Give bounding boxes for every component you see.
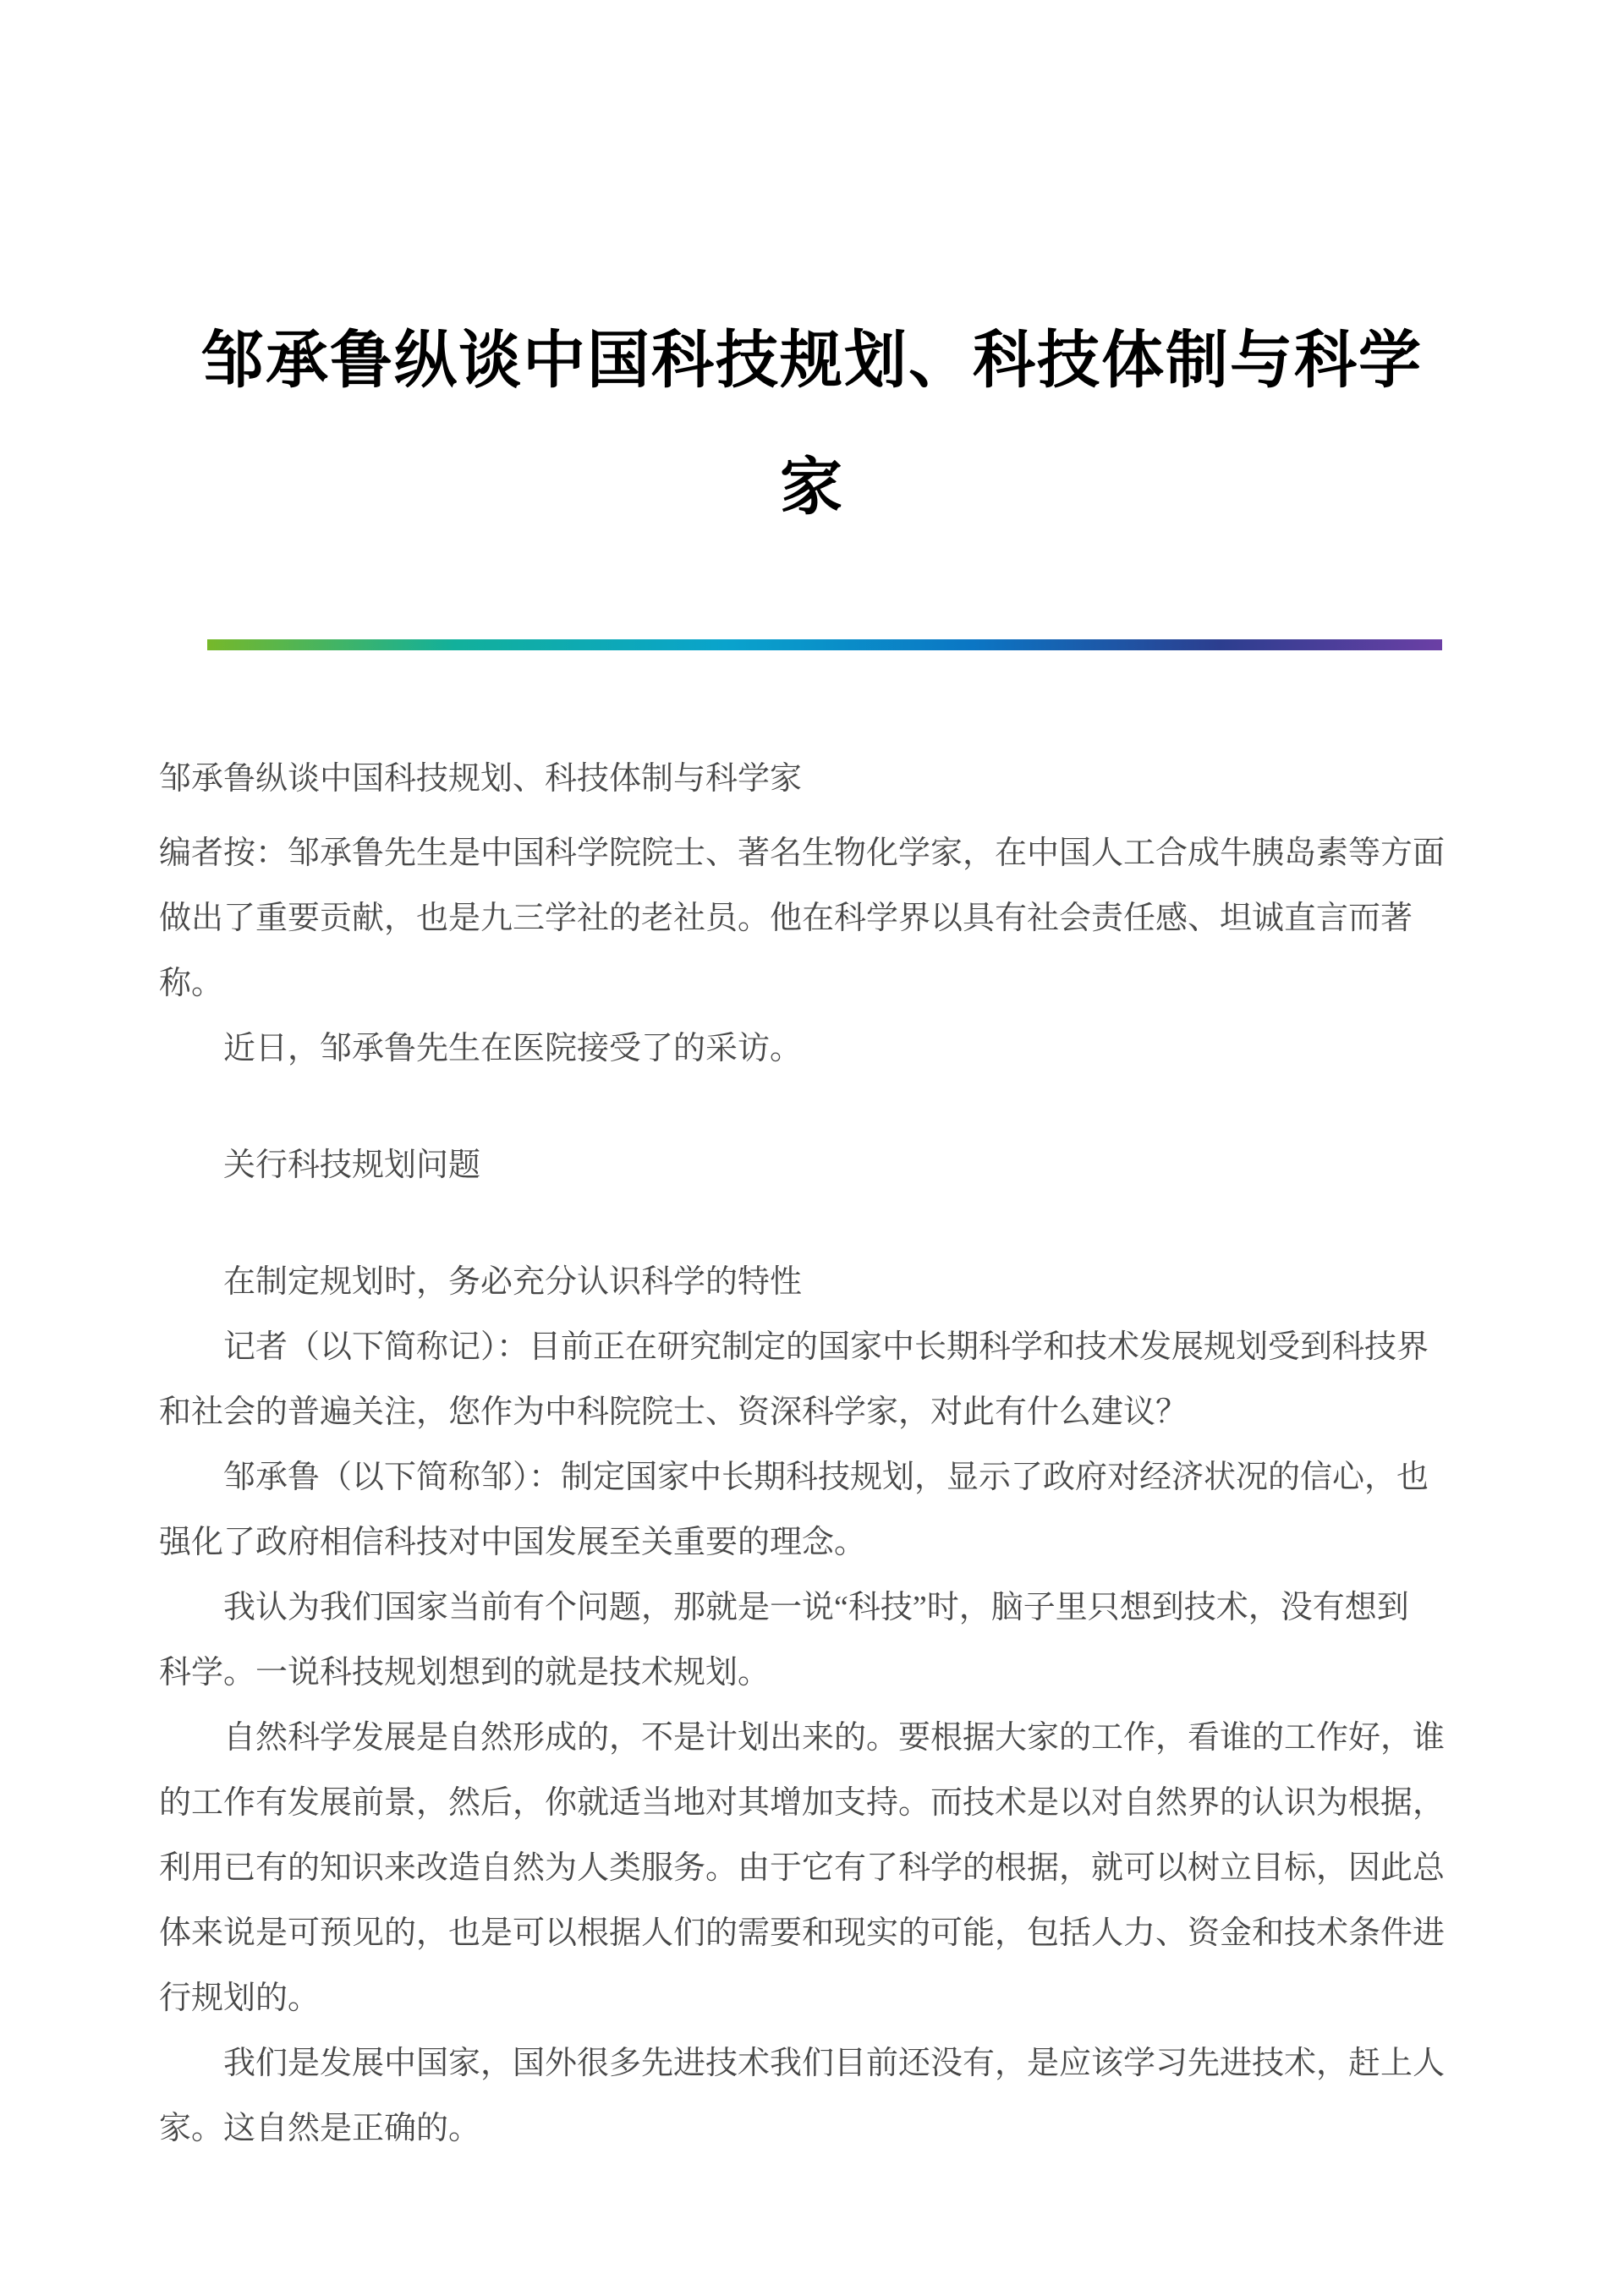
text-line: 我认为我们国家当前有个问题，那就是一说“科技”时，脑子里只想到技术，没有想到 [159, 1590, 1409, 1625]
text-line: 家。这自然是正确的。 [159, 2111, 481, 2146]
text-line: 记者（以下简称记）：目前正在研究制定的国家中长期科学和技术发展规划受到科技界 [159, 1329, 1429, 1365]
text-line [159, 1082, 1479, 1133]
text-line: 我们是发展中国家，国外很多先进技术我们目前还没有，是应该学习先进技术，赶上人 [159, 2046, 1446, 2081]
text-line: 在制定规划时，务必充分认识科学的特性 [159, 1264, 803, 1300]
text-line: 编者按：邹承鲁先生是中国科学院院士、著名生物化学家，在中国人工合成牛胰岛素等方面 [159, 836, 1446, 871]
text-line: 称。 [159, 966, 224, 1001]
text-line: 和社会的普遍关注，您作为中科院院士、资深科学家，对此有什么建议？ [159, 1395, 1188, 1430]
text-line: 自然科学发展是自然形成的，不是计划出来的。要根据大家的工作，看谁的工作好，谁 [159, 1720, 1446, 1756]
text-line: 利用已有的知识来改造自然为人类服务。由于它有了科学的根据，就可以树立目标，因此总 [159, 1850, 1446, 1886]
body-text [159, 747, 1479, 2162]
text-line: 的工作有发展前景，然后，你就适当地对其增加支持。而技术是以对自然界的认识为根据， [159, 1785, 1446, 1821]
text-line: 行规划的。 [159, 1981, 321, 2016]
text-line: 体来说是可预见的，也是可以根据人们的需要和现实的可能，包括人力、资金和技术条件进 [159, 1915, 1446, 1951]
text-line: 邹承鲁纵谈中国科技规划、科技体制与科学家 [159, 761, 803, 797]
gradient-divider [207, 639, 1442, 650]
text-line: 科学。一说科技规划想到的就是技术规划。 [159, 1655, 771, 1690]
text-line: 邹承鲁（以下简称邹）：制定国家中长期科技规划，显示了政府对经济状况的信心，也 [159, 1460, 1429, 1495]
text-line [159, 1198, 1479, 1250]
text-line: 关行科技规划问题 [159, 1148, 481, 1183]
page-title-line-2: 家 [780, 453, 844, 523]
text-line: 做出了重要贡献，也是九三学社的老社员。他在科学界以具有社会责任感、坦诚直言而著 [159, 901, 1413, 936]
page-title-line-1: 邹承鲁纵谈中国科技规划、科技体制与科学 [201, 326, 1423, 396]
text-line: 近日，邹承鲁先生在医院接受了的采访。 [159, 1031, 803, 1066]
text-line: 强化了政府相信科技对中国发展至关重要的理念。 [159, 1525, 867, 1560]
page-title [0, 298, 1624, 551]
